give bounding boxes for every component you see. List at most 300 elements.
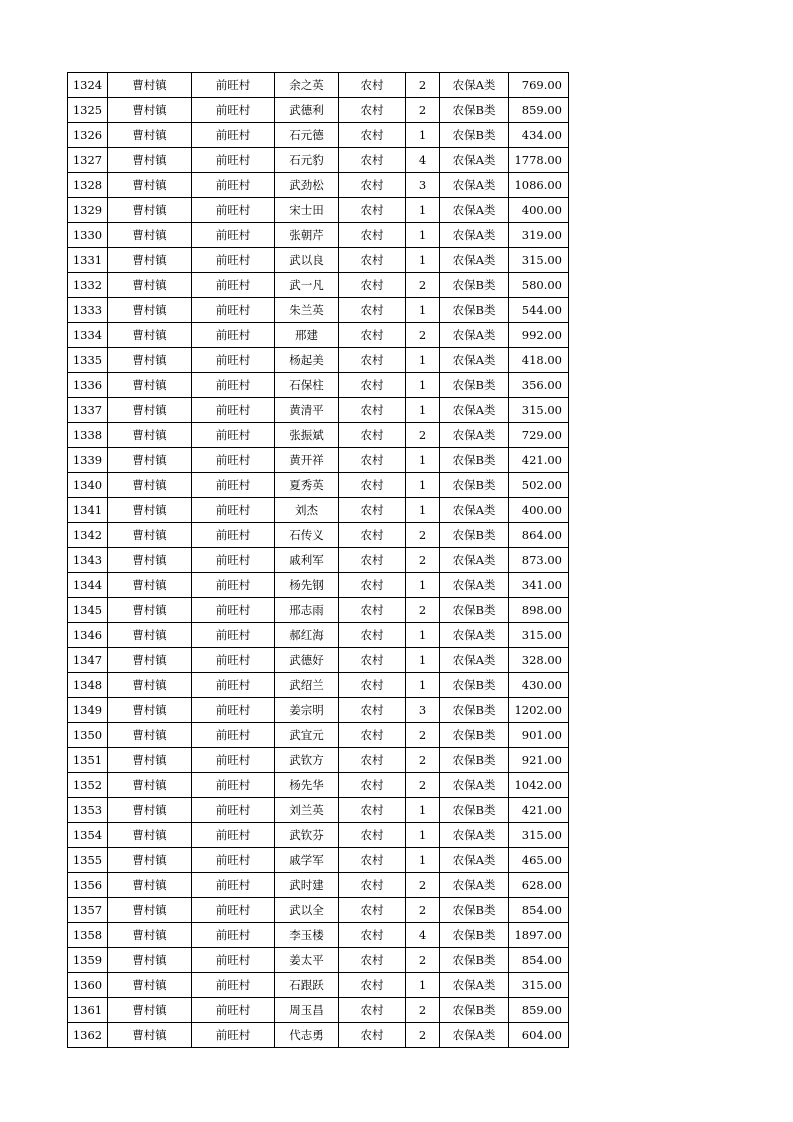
- town-cell: 曹村镇: [108, 348, 192, 373]
- name-cell: 黄清平: [275, 398, 339, 423]
- town-cell: 曹村镇: [108, 823, 192, 848]
- name-cell: 代志勇: [275, 1023, 339, 1048]
- name-cell: 邢建: [275, 323, 339, 348]
- table-row: [68, 398, 569, 423]
- name-cell: 武时建: [275, 873, 339, 898]
- row-number-cell: 1335: [68, 348, 108, 373]
- row-number-cell: 1346: [68, 623, 108, 648]
- town-cell: 曹村镇: [108, 298, 192, 323]
- row-number-cell: 1347: [68, 648, 108, 673]
- name-cell: 戚利军: [275, 548, 339, 573]
- row-number-cell: 1362: [68, 1023, 108, 1048]
- town-cell: 曹村镇: [108, 148, 192, 173]
- category-cell: 农保B类: [440, 373, 509, 398]
- category-cell: 农保A类: [440, 973, 509, 998]
- household-type-cell: 农村: [339, 598, 406, 623]
- member-count-cell: 1: [406, 298, 440, 323]
- household-type-cell: 农村: [339, 223, 406, 248]
- category-cell: 农保B类: [440, 123, 509, 148]
- town-cell: 曹村镇: [108, 673, 192, 698]
- village-cell: 前旺村: [192, 223, 275, 248]
- member-count-cell: 1: [406, 848, 440, 873]
- category-cell: 农保B类: [440, 473, 509, 498]
- amount-cell: 1086.00: [509, 173, 569, 198]
- table-row: [68, 498, 569, 523]
- row-number-cell: 1359: [68, 948, 108, 973]
- amount-cell: 628.00: [509, 873, 569, 898]
- village-cell: 前旺村: [192, 148, 275, 173]
- town-cell: 曹村镇: [108, 873, 192, 898]
- name-cell: 刘兰英: [275, 798, 339, 823]
- category-cell: 农保B类: [440, 698, 509, 723]
- household-type-cell: 农村: [339, 823, 406, 848]
- town-cell: 曹村镇: [108, 698, 192, 723]
- category-cell: 农保B类: [440, 298, 509, 323]
- member-count-cell: 1: [406, 498, 440, 523]
- village-cell: 前旺村: [192, 823, 275, 848]
- row-number-cell: 1333: [68, 298, 108, 323]
- table-row: [68, 998, 569, 1023]
- member-count-cell: 2: [406, 998, 440, 1023]
- table-row: [68, 348, 569, 373]
- table-row: [68, 123, 569, 148]
- table-row: [68, 173, 569, 198]
- household-type-cell: 农村: [339, 248, 406, 273]
- table-row: [68, 548, 569, 573]
- household-type-cell: 农村: [339, 148, 406, 173]
- household-type-cell: 农村: [339, 848, 406, 873]
- name-cell: 张振斌: [275, 423, 339, 448]
- member-count-cell: 1: [406, 623, 440, 648]
- village-cell: 前旺村: [192, 748, 275, 773]
- village-cell: 前旺村: [192, 773, 275, 798]
- row-number-cell: 1350: [68, 723, 108, 748]
- table-row: [68, 848, 569, 873]
- row-number-cell: 1329: [68, 198, 108, 223]
- village-cell: 前旺村: [192, 423, 275, 448]
- member-count-cell: 2: [406, 598, 440, 623]
- household-type-cell: 农村: [339, 998, 406, 1023]
- town-cell: 曹村镇: [108, 648, 192, 673]
- category-cell: 农保A类: [440, 198, 509, 223]
- name-cell: 杨先钢: [275, 573, 339, 598]
- town-cell: 曹村镇: [108, 223, 192, 248]
- table-row: [68, 298, 569, 323]
- table-body: [68, 73, 569, 1048]
- village-cell: 前旺村: [192, 798, 275, 823]
- village-cell: 前旺村: [192, 73, 275, 98]
- table-row: [68, 473, 569, 498]
- member-count-cell: 1: [406, 348, 440, 373]
- town-cell: 曹村镇: [108, 1023, 192, 1048]
- row-number-cell: 1345: [68, 598, 108, 623]
- name-cell: 武劲松: [275, 173, 339, 198]
- member-count-cell: 1: [406, 123, 440, 148]
- category-cell: 农保A类: [440, 498, 509, 523]
- member-count-cell: 4: [406, 148, 440, 173]
- village-cell: 前旺村: [192, 123, 275, 148]
- member-count-cell: 3: [406, 173, 440, 198]
- table-row: [68, 798, 569, 823]
- name-cell: 石跟跃: [275, 973, 339, 998]
- town-cell: 曹村镇: [108, 423, 192, 448]
- town-cell: 曹村镇: [108, 548, 192, 573]
- row-number-cell: 1349: [68, 698, 108, 723]
- member-count-cell: 2: [406, 1023, 440, 1048]
- table-row: [68, 573, 569, 598]
- row-number-cell: 1324: [68, 73, 108, 98]
- name-cell: 戚学军: [275, 848, 339, 873]
- amount-cell: 400.00: [509, 198, 569, 223]
- member-count-cell: 2: [406, 73, 440, 98]
- town-cell: 曹村镇: [108, 848, 192, 873]
- category-cell: 农保B类: [440, 273, 509, 298]
- member-count-cell: 1: [406, 973, 440, 998]
- household-type-cell: 农村: [339, 623, 406, 648]
- row-number-cell: 1348: [68, 673, 108, 698]
- amount-cell: 315.00: [509, 398, 569, 423]
- amount-cell: 864.00: [509, 523, 569, 548]
- category-cell: 农保B类: [440, 673, 509, 698]
- town-cell: 曹村镇: [108, 598, 192, 623]
- member-count-cell: 1: [406, 673, 440, 698]
- town-cell: 曹村镇: [108, 898, 192, 923]
- household-type-cell: 农村: [339, 573, 406, 598]
- town-cell: 曹村镇: [108, 948, 192, 973]
- household-type-cell: 农村: [339, 123, 406, 148]
- member-count-cell: 2: [406, 898, 440, 923]
- member-count-cell: 4: [406, 923, 440, 948]
- name-cell: 姜太平: [275, 948, 339, 973]
- amount-cell: 992.00: [509, 323, 569, 348]
- table-row: [68, 873, 569, 898]
- row-number-cell: 1327: [68, 148, 108, 173]
- category-cell: 农保A类: [440, 823, 509, 848]
- name-cell: 石传义: [275, 523, 339, 548]
- table-row: [68, 223, 569, 248]
- town-cell: 曹村镇: [108, 98, 192, 123]
- amount-cell: 434.00: [509, 123, 569, 148]
- village-cell: 前旺村: [192, 523, 275, 548]
- category-cell: 农保A类: [440, 773, 509, 798]
- village-cell: 前旺村: [192, 173, 275, 198]
- member-count-cell: 1: [406, 823, 440, 848]
- table-row: [68, 773, 569, 798]
- amount-cell: 1778.00: [509, 148, 569, 173]
- row-number-cell: 1355: [68, 848, 108, 873]
- village-cell: 前旺村: [192, 673, 275, 698]
- village-cell: 前旺村: [192, 548, 275, 573]
- town-cell: 曹村镇: [108, 273, 192, 298]
- table-row: [68, 923, 569, 948]
- amount-cell: 315.00: [509, 823, 569, 848]
- household-type-cell: 农村: [339, 648, 406, 673]
- household-type-cell: 农村: [339, 1023, 406, 1048]
- amount-cell: 315.00: [509, 623, 569, 648]
- table-row: [68, 323, 569, 348]
- table-row: [68, 948, 569, 973]
- household-type-cell: 农村: [339, 448, 406, 473]
- row-number-cell: 1326: [68, 123, 108, 148]
- household-type-cell: 农村: [339, 323, 406, 348]
- household-type-cell: 农村: [339, 73, 406, 98]
- category-cell: 农保B类: [440, 523, 509, 548]
- town-cell: 曹村镇: [108, 373, 192, 398]
- amount-cell: 769.00: [509, 73, 569, 98]
- category-cell: 农保A类: [440, 648, 509, 673]
- household-type-cell: 农村: [339, 948, 406, 973]
- town-cell: 曹村镇: [108, 498, 192, 523]
- village-cell: 前旺村: [192, 973, 275, 998]
- amount-cell: 859.00: [509, 98, 569, 123]
- amount-cell: 859.00: [509, 998, 569, 1023]
- household-type-cell: 农村: [339, 798, 406, 823]
- village-cell: 前旺村: [192, 698, 275, 723]
- village-cell: 前旺村: [192, 948, 275, 973]
- name-cell: 石元豹: [275, 148, 339, 173]
- village-cell: 前旺村: [192, 723, 275, 748]
- town-cell: 曹村镇: [108, 248, 192, 273]
- row-number-cell: 1361: [68, 998, 108, 1023]
- village-cell: 前旺村: [192, 873, 275, 898]
- amount-cell: 580.00: [509, 273, 569, 298]
- table-row: [68, 1023, 569, 1048]
- name-cell: 邢志雨: [275, 598, 339, 623]
- table-row: [68, 673, 569, 698]
- row-number-cell: 1337: [68, 398, 108, 423]
- household-type-cell: 农村: [339, 923, 406, 948]
- row-number-cell: 1356: [68, 873, 108, 898]
- village-cell: 前旺村: [192, 998, 275, 1023]
- category-cell: 农保B类: [440, 998, 509, 1023]
- member-count-cell: 2: [406, 773, 440, 798]
- row-number-cell: 1344: [68, 573, 108, 598]
- household-type-cell: 农村: [339, 173, 406, 198]
- table-row: [68, 823, 569, 848]
- row-number-cell: 1357: [68, 898, 108, 923]
- table-row: [68, 973, 569, 998]
- household-type-cell: 农村: [339, 673, 406, 698]
- village-cell: 前旺村: [192, 198, 275, 223]
- table-row: [68, 423, 569, 448]
- household-type-cell: 农村: [339, 473, 406, 498]
- member-count-cell: 1: [406, 198, 440, 223]
- town-cell: 曹村镇: [108, 773, 192, 798]
- category-cell: 农保A类: [440, 73, 509, 98]
- category-cell: 农保B类: [440, 598, 509, 623]
- name-cell: 石保柱: [275, 373, 339, 398]
- name-cell: 朱兰英: [275, 298, 339, 323]
- household-type-cell: 农村: [339, 423, 406, 448]
- name-cell: 张朝芹: [275, 223, 339, 248]
- category-cell: 农保A类: [440, 623, 509, 648]
- town-cell: 曹村镇: [108, 398, 192, 423]
- name-cell: 杨先华: [275, 773, 339, 798]
- village-cell: 前旺村: [192, 298, 275, 323]
- member-count-cell: 1: [406, 398, 440, 423]
- amount-cell: 854.00: [509, 898, 569, 923]
- category-cell: 农保A类: [440, 873, 509, 898]
- row-number-cell: 1342: [68, 523, 108, 548]
- village-cell: 前旺村: [192, 398, 275, 423]
- table-row: [68, 523, 569, 548]
- table-row: [68, 373, 569, 398]
- amount-cell: 604.00: [509, 1023, 569, 1048]
- name-cell: 余之英: [275, 73, 339, 98]
- row-number-cell: 1343: [68, 548, 108, 573]
- category-cell: 农保A类: [440, 148, 509, 173]
- household-type-cell: 农村: [339, 748, 406, 773]
- table-row: [68, 648, 569, 673]
- row-number-cell: 1325: [68, 98, 108, 123]
- amount-cell: 729.00: [509, 423, 569, 448]
- amount-cell: 1042.00: [509, 773, 569, 798]
- name-cell: 武以全: [275, 898, 339, 923]
- row-number-cell: 1341: [68, 498, 108, 523]
- household-type-cell: 农村: [339, 273, 406, 298]
- town-cell: 曹村镇: [108, 323, 192, 348]
- town-cell: 曹村镇: [108, 923, 192, 948]
- category-cell: 农保B类: [440, 748, 509, 773]
- table-row: [68, 98, 569, 123]
- amount-cell: 901.00: [509, 723, 569, 748]
- amount-cell: 315.00: [509, 973, 569, 998]
- town-cell: 曹村镇: [108, 623, 192, 648]
- town-cell: 曹村镇: [108, 123, 192, 148]
- town-cell: 曹村镇: [108, 473, 192, 498]
- name-cell: 宋士田: [275, 198, 339, 223]
- household-type-cell: 农村: [339, 723, 406, 748]
- village-cell: 前旺村: [192, 898, 275, 923]
- village-cell: 前旺村: [192, 598, 275, 623]
- name-cell: 郝红海: [275, 623, 339, 648]
- name-cell: 武宜元: [275, 723, 339, 748]
- category-cell: 农保B类: [440, 723, 509, 748]
- amount-cell: 921.00: [509, 748, 569, 773]
- row-number-cell: 1331: [68, 248, 108, 273]
- amount-cell: 421.00: [509, 448, 569, 473]
- village-cell: 前旺村: [192, 373, 275, 398]
- category-cell: 农保A类: [440, 248, 509, 273]
- row-number-cell: 1360: [68, 973, 108, 998]
- row-number-cell: 1332: [68, 273, 108, 298]
- name-cell: 周玉昌: [275, 998, 339, 1023]
- town-cell: 曹村镇: [108, 748, 192, 773]
- table-row: [68, 198, 569, 223]
- member-count-cell: 2: [406, 423, 440, 448]
- amount-cell: 502.00: [509, 473, 569, 498]
- row-number-cell: 1328: [68, 173, 108, 198]
- category-cell: 农保A类: [440, 548, 509, 573]
- member-count-cell: 2: [406, 748, 440, 773]
- table-row: [68, 748, 569, 773]
- name-cell: 武德好: [275, 648, 339, 673]
- table-row: [68, 248, 569, 273]
- amount-cell: 465.00: [509, 848, 569, 873]
- amount-cell: 315.00: [509, 248, 569, 273]
- member-count-cell: 2: [406, 323, 440, 348]
- amount-cell: 421.00: [509, 798, 569, 823]
- town-cell: 曹村镇: [108, 573, 192, 598]
- table-row: [68, 148, 569, 173]
- village-cell: 前旺村: [192, 498, 275, 523]
- table-row: [68, 598, 569, 623]
- amount-cell: 341.00: [509, 573, 569, 598]
- table-row: [68, 898, 569, 923]
- village-cell: 前旺村: [192, 348, 275, 373]
- town-cell: 曹村镇: [108, 173, 192, 198]
- member-count-cell: 2: [406, 723, 440, 748]
- amount-cell: 356.00: [509, 373, 569, 398]
- name-cell: 武一凡: [275, 273, 339, 298]
- category-cell: 农保A类: [440, 223, 509, 248]
- name-cell: 杨起美: [275, 348, 339, 373]
- category-cell: 农保B类: [440, 448, 509, 473]
- household-type-cell: 农村: [339, 773, 406, 798]
- category-cell: 农保A类: [440, 423, 509, 448]
- category-cell: 农保B类: [440, 898, 509, 923]
- category-cell: 农保A类: [440, 573, 509, 598]
- amount-cell: 400.00: [509, 498, 569, 523]
- name-cell: 李玉楼: [275, 923, 339, 948]
- village-cell: 前旺村: [192, 323, 275, 348]
- category-cell: 农保B类: [440, 923, 509, 948]
- amount-cell: 328.00: [509, 648, 569, 673]
- village-cell: 前旺村: [192, 848, 275, 873]
- allowance-table: [67, 72, 569, 1048]
- category-cell: 农保A类: [440, 398, 509, 423]
- name-cell: 夏秀英: [275, 473, 339, 498]
- household-type-cell: 农村: [339, 348, 406, 373]
- village-cell: 前旺村: [192, 648, 275, 673]
- amount-cell: 854.00: [509, 948, 569, 973]
- name-cell: 刘杰: [275, 498, 339, 523]
- category-cell: 农保B类: [440, 948, 509, 973]
- row-number-cell: 1351: [68, 748, 108, 773]
- name-cell: 武德利: [275, 98, 339, 123]
- table-row: [68, 698, 569, 723]
- member-count-cell: 1: [406, 223, 440, 248]
- row-number-cell: 1352: [68, 773, 108, 798]
- town-cell: 曹村镇: [108, 998, 192, 1023]
- category-cell: 农保A类: [440, 173, 509, 198]
- member-count-cell: 1: [406, 448, 440, 473]
- row-number-cell: 1336: [68, 373, 108, 398]
- town-cell: 曹村镇: [108, 523, 192, 548]
- category-cell: 农保A类: [440, 848, 509, 873]
- amount-cell: 319.00: [509, 223, 569, 248]
- name-cell: 武钦芬: [275, 823, 339, 848]
- category-cell: 农保B类: [440, 798, 509, 823]
- member-count-cell: 2: [406, 523, 440, 548]
- village-cell: 前旺村: [192, 248, 275, 273]
- household-type-cell: 农村: [339, 898, 406, 923]
- household-type-cell: 农村: [339, 873, 406, 898]
- household-type-cell: 农村: [339, 498, 406, 523]
- table-row: [68, 623, 569, 648]
- category-cell: 农保A类: [440, 1023, 509, 1048]
- amount-cell: 430.00: [509, 673, 569, 698]
- village-cell: 前旺村: [192, 98, 275, 123]
- row-number-cell: 1339: [68, 448, 108, 473]
- household-type-cell: 农村: [339, 973, 406, 998]
- household-type-cell: 农村: [339, 198, 406, 223]
- row-number-cell: 1354: [68, 823, 108, 848]
- member-count-cell: 2: [406, 273, 440, 298]
- name-cell: 黄开祥: [275, 448, 339, 473]
- town-cell: 曹村镇: [108, 73, 192, 98]
- household-type-cell: 农村: [339, 523, 406, 548]
